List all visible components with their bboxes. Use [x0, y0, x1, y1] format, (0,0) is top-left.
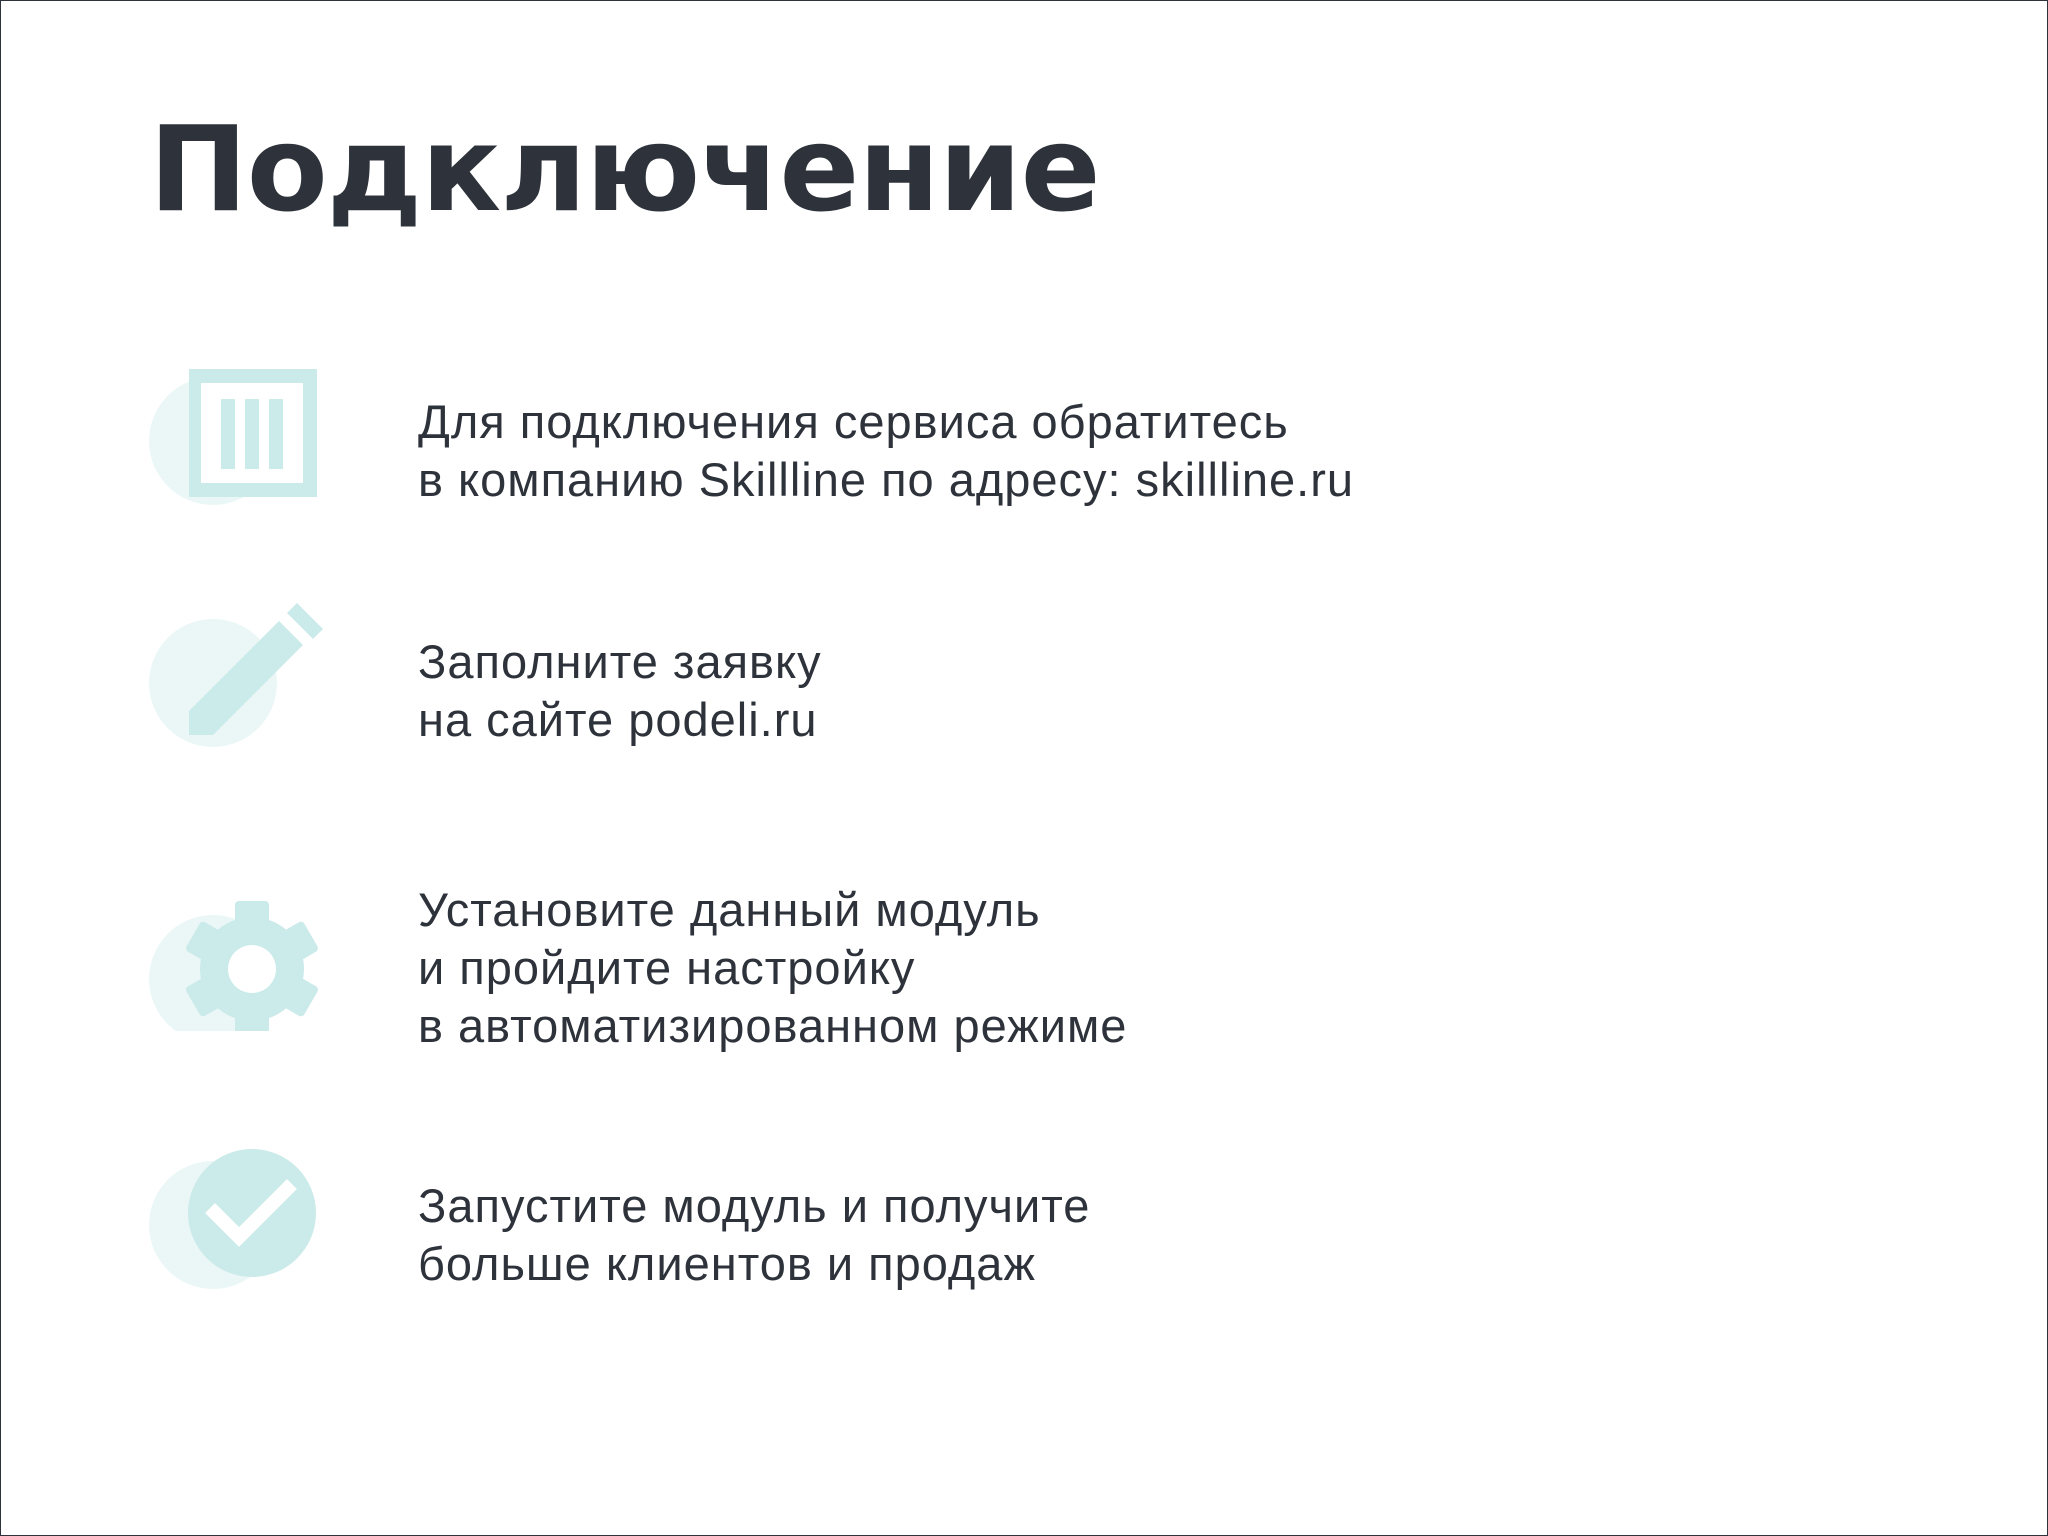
step-line: Установите данный модуль	[418, 883, 1041, 936]
step-text	[418, 1177, 1090, 1293]
gear-icon	[141, 881, 341, 1031]
step-text	[418, 881, 1127, 1055]
page-title: Подключение	[149, 100, 1100, 238]
step-text	[418, 393, 1354, 509]
step-line: и пройдите настройку	[418, 941, 916, 994]
document-icon	[141, 361, 341, 511]
step-line: Запустите модуль и получите	[418, 1179, 1091, 1232]
step-line: Заполните заявку	[418, 635, 822, 688]
step-line: в автоматизированном режиме	[418, 999, 1128, 1052]
step-line: в компанию Skillline по адресу: skillline.ru	[418, 453, 1355, 506]
step-text	[418, 633, 822, 749]
pencil-icon	[141, 601, 341, 751]
step-line: на сайте podeli.ru	[418, 693, 818, 746]
checkmark-icon	[141, 1141, 341, 1291]
step-line: больше клиентов и продаж	[418, 1237, 1036, 1290]
step-line: Для подключения сервиса обратитесь	[418, 395, 1289, 448]
